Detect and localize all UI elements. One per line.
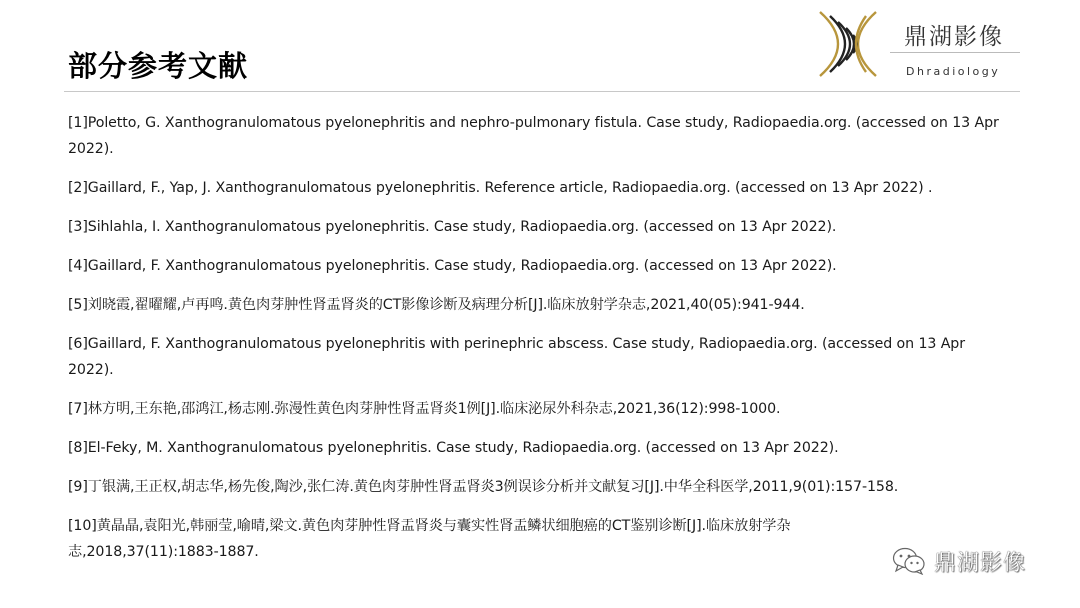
reference-item: [4]Gaillard, F. Xanthogranulomatous pyelonephritis. Case study, Radiopaedia.org. (accessed on 13 Apr 2022). [68,258,837,274]
watermark-text: 鼎湖影像 [934,550,1027,576]
reference-item: [1]Poletto, G. Xanthogranulomatous pyelonephritis and nephro-pulmonary fistula. Case study, Radiopaedia.org. (accessed on 13 Apr 2022). [68,115,999,157]
reference-item: [3]Sihlahla, I. Xanthogranulomatous pyelonephritis. Case study, Radiopaedia.org. (accessed on 13 Apr 2022). [68,219,837,235]
reference-item: [9]丁银满,王正权,胡志华,杨先俊,陶沙,张仁涛.黄色肉芽肿性肾盂肾炎3例误诊分析并文献复习[J].中华全科医学,2011,9(01):157-158. [68,479,899,495]
logo-english-name: Dhradiology [906,65,1001,78]
header-divider [64,91,1020,92]
reference-item: [6]Gaillard, F. Xanthogranulomatous pyelonephritis with perinephric abscess. Case study, Radiopaedia.org. (accessed on 13 Apr 2022). [68,336,965,378]
reference-item: [7]林方明,王东艳,邵鸿江,杨志刚.弥漫性黄色肉芽肿性肾盂肾炎1例[J].临床泌尿外科杂志,2021,36(12):998-1000. [68,401,781,417]
brand-logo [816,10,1026,84]
logo-mark-icon [816,10,880,80]
reference-item: [10]黄晶晶,袁阳光,韩丽莹,喻晴,梁文.黄色肉芽肿性肾盂肾炎与囊实性肾盂鳞状细胞癌的CT鉴别诊断[J].临床放射学杂志,2018,37(11):1883-1887. [68,518,791,560]
logo-chinese-name: 鼎湖影像 [904,24,1004,50]
reference-item: [2]Gaillard, F., Yap, J. Xanthogranulomatous pyelonephritis. Reference article, Radiopaedia.org. (accessed on 13 Apr 2022) . [68,180,933,196]
logo-divider [890,52,1020,53]
wechat-icon [892,547,926,575]
reference-item: [5]刘晓霞,翟曜耀,卢再鸣.黄色肉芽肿性肾盂肾炎的CT影像诊断及病理分析[J].临床放射学杂志,2021,40(05):941-944. [68,297,805,313]
reference-list [68,110,1014,578]
reference-item: [8]El-Feky, M. Xanthogranulomatous pyelonephritis. Case study, Radiopaedia.org. (accessed on 13 Apr 2022). [68,440,839,456]
page-title: 部分参考文献 [68,49,249,83]
wechat-watermark [892,546,1026,576]
